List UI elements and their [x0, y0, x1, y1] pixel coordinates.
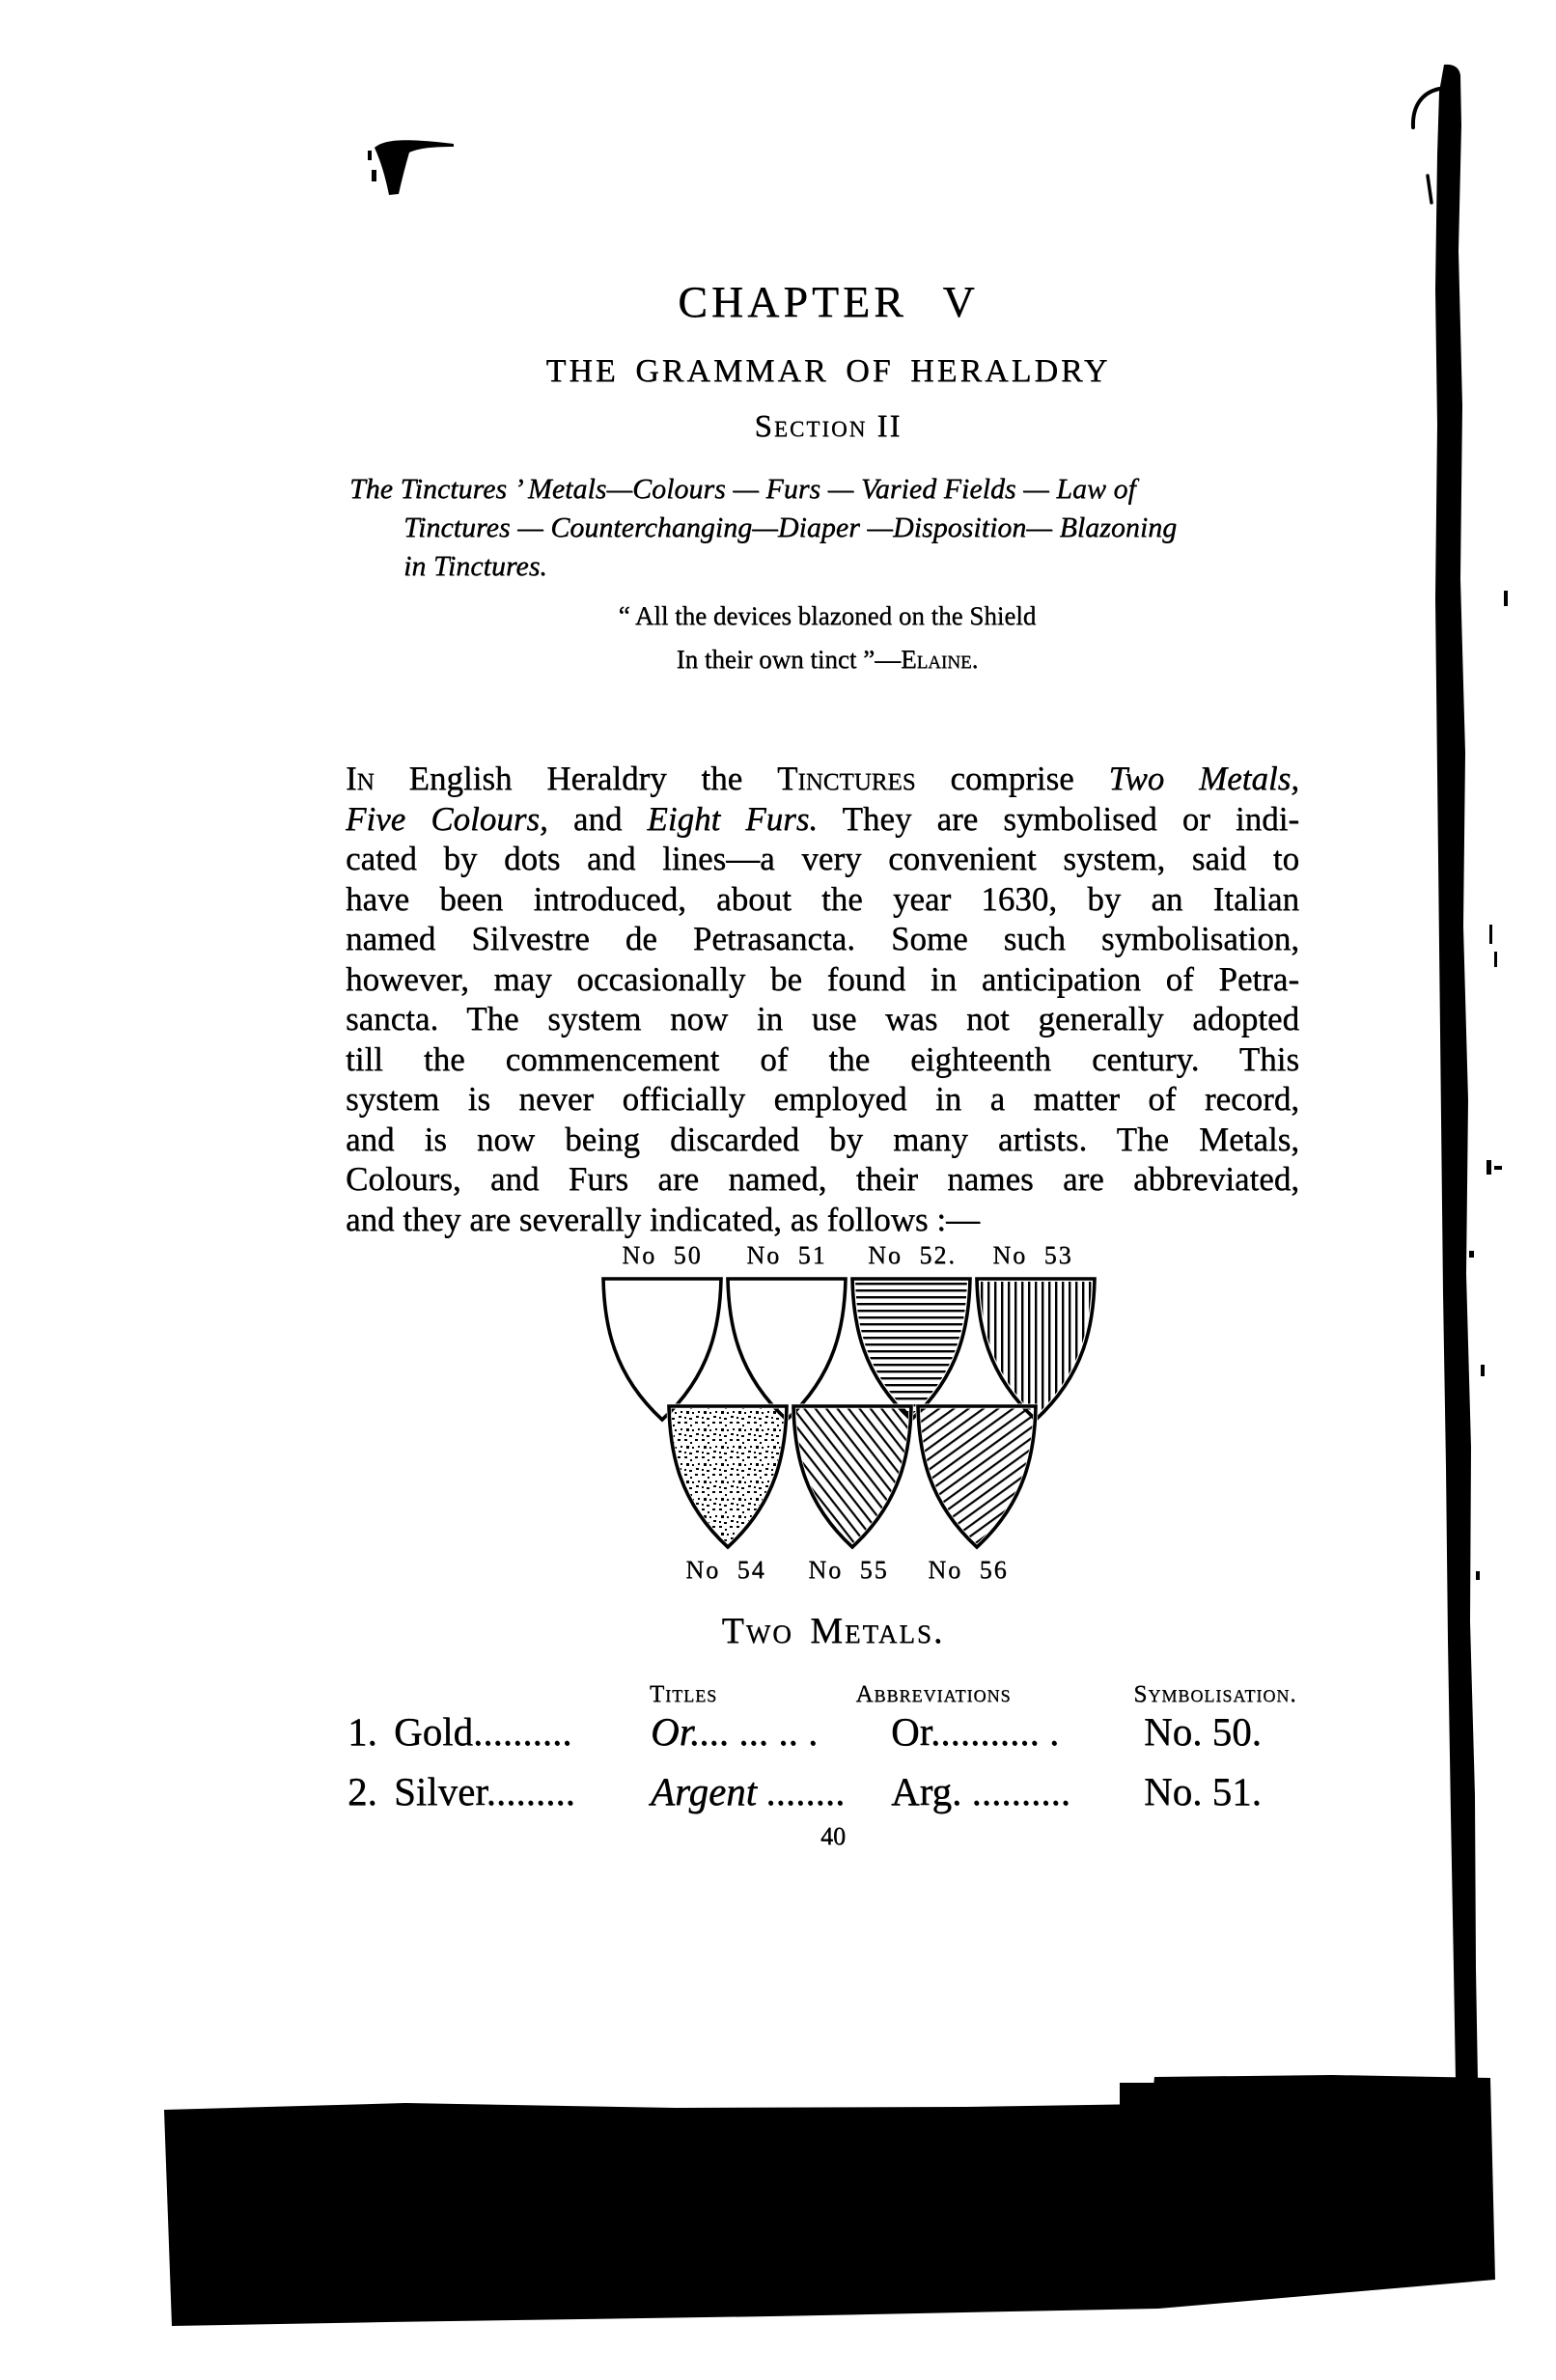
bottom-scan-block [164, 2075, 1495, 2326]
chapter-heading: CHAPTER V [678, 277, 979, 326]
body-line: and is now being discarded by many artists. The Metals, [346, 1120, 1299, 1158]
shield-label-no-54: No 54 [685, 1556, 766, 1584]
row-gold-number: 1. [347, 1709, 377, 1754]
body-line: Colours, and Furs are named, their names are abbreviated, [346, 1160, 1299, 1198]
shield-label-no-50: No 50 [622, 1241, 703, 1269]
row-silver-abbreviation: Arg. .......... [891, 1769, 1071, 1813]
shield-label-no-51: No 51 [746, 1241, 827, 1269]
column-header-abbreviations: Abbreviations [855, 1681, 1012, 1707]
column-header-symbolisation: Symbolisation. [1133, 1681, 1297, 1707]
row-gold-name: Gold.......... [394, 1709, 572, 1754]
body-line: however, may occasionally be found in anticipation of Petra- [346, 959, 1299, 998]
column-header-titles: Titles [649, 1681, 718, 1707]
body-line: named Silvestre de Petrasancta. Some such symbolisation, [346, 920, 1299, 957]
book-subtitle: THE GRAMMAR OF HERALDRY [545, 353, 1111, 389]
argument-line: The Tinctures ’ Metals—Colours — Furs — Varied Fields — Law of [349, 473, 1136, 505]
row-silver-symbolisation: No. 51. [1144, 1769, 1262, 1813]
shield-no-53 [977, 1279, 1095, 1420]
body-line: have been introduced, about the year 1630, by an Italian [346, 879, 1299, 918]
shield-no-50 [603, 1279, 721, 1420]
body-line: and they are severally indicated, as follows :— [346, 1200, 981, 1238]
section-heading: Section II [754, 409, 903, 444]
row-gold-title: Or.... ... .. . [651, 1709, 820, 1754]
argument-line: Tinctures — Counterchanging—Diaper —Disposition— Blazoning [403, 512, 1178, 543]
body-line: Five Colours, and Eight Furs. They are symbolised or indi- [346, 799, 1300, 838]
shield-label-no-56: No 56 [928, 1556, 1009, 1584]
ink-mark [375, 140, 454, 195]
spine-shadow [1435, 65, 1478, 2081]
body-line: till the commencement of the eighteenth century. This [346, 1039, 1299, 1078]
two-metals-heading: Two Metals. [721, 1611, 945, 1651]
row-gold-abbreviation: Or........... . [891, 1709, 1060, 1754]
row-silver-title: Argent ........ [651, 1769, 847, 1813]
shield-no-51 [728, 1279, 846, 1420]
body-line: system is never officially employed in a matter of record, [346, 1080, 1299, 1118]
tincture-shields-bottom-row [666, 1401, 1039, 1554]
shield-no-54 [669, 1406, 787, 1547]
shield-label-no-52: No 52. [868, 1241, 957, 1269]
shield-no-55 [793, 1406, 911, 1547]
shield-label-no-53: No 53 [992, 1241, 1073, 1269]
page-number: 40 [820, 1822, 846, 1850]
argument-line: in Tinctures. [403, 550, 547, 582]
epigraph [345, 595, 1310, 681]
shield-label-no-55: No 55 [808, 1556, 889, 1584]
chapter-argument [349, 470, 1303, 586]
body-line: sancta. The system now in use was not generally adopted [346, 1000, 1299, 1038]
epigraph-attribution: In their own tinct ”—Elaine. [676, 645, 979, 674]
row-silver-number: 2. [347, 1769, 377, 1813]
body-paragraph [346, 759, 1299, 1239]
shield-no-56 [918, 1406, 1036, 1547]
shield-no-52 [852, 1279, 970, 1420]
epigraph-line: “ All the devices blazoned on the Shield [618, 601, 1037, 630]
row-silver-name: Silver......... [394, 1769, 575, 1813]
row-gold-symbolisation: No. 50. [1144, 1709, 1262, 1754]
body-line: In English Heraldry the Tinctures comprise Two Metals, [346, 760, 1299, 797]
body-line: cated by dots and lines—a very convenient system, said to [346, 840, 1299, 877]
